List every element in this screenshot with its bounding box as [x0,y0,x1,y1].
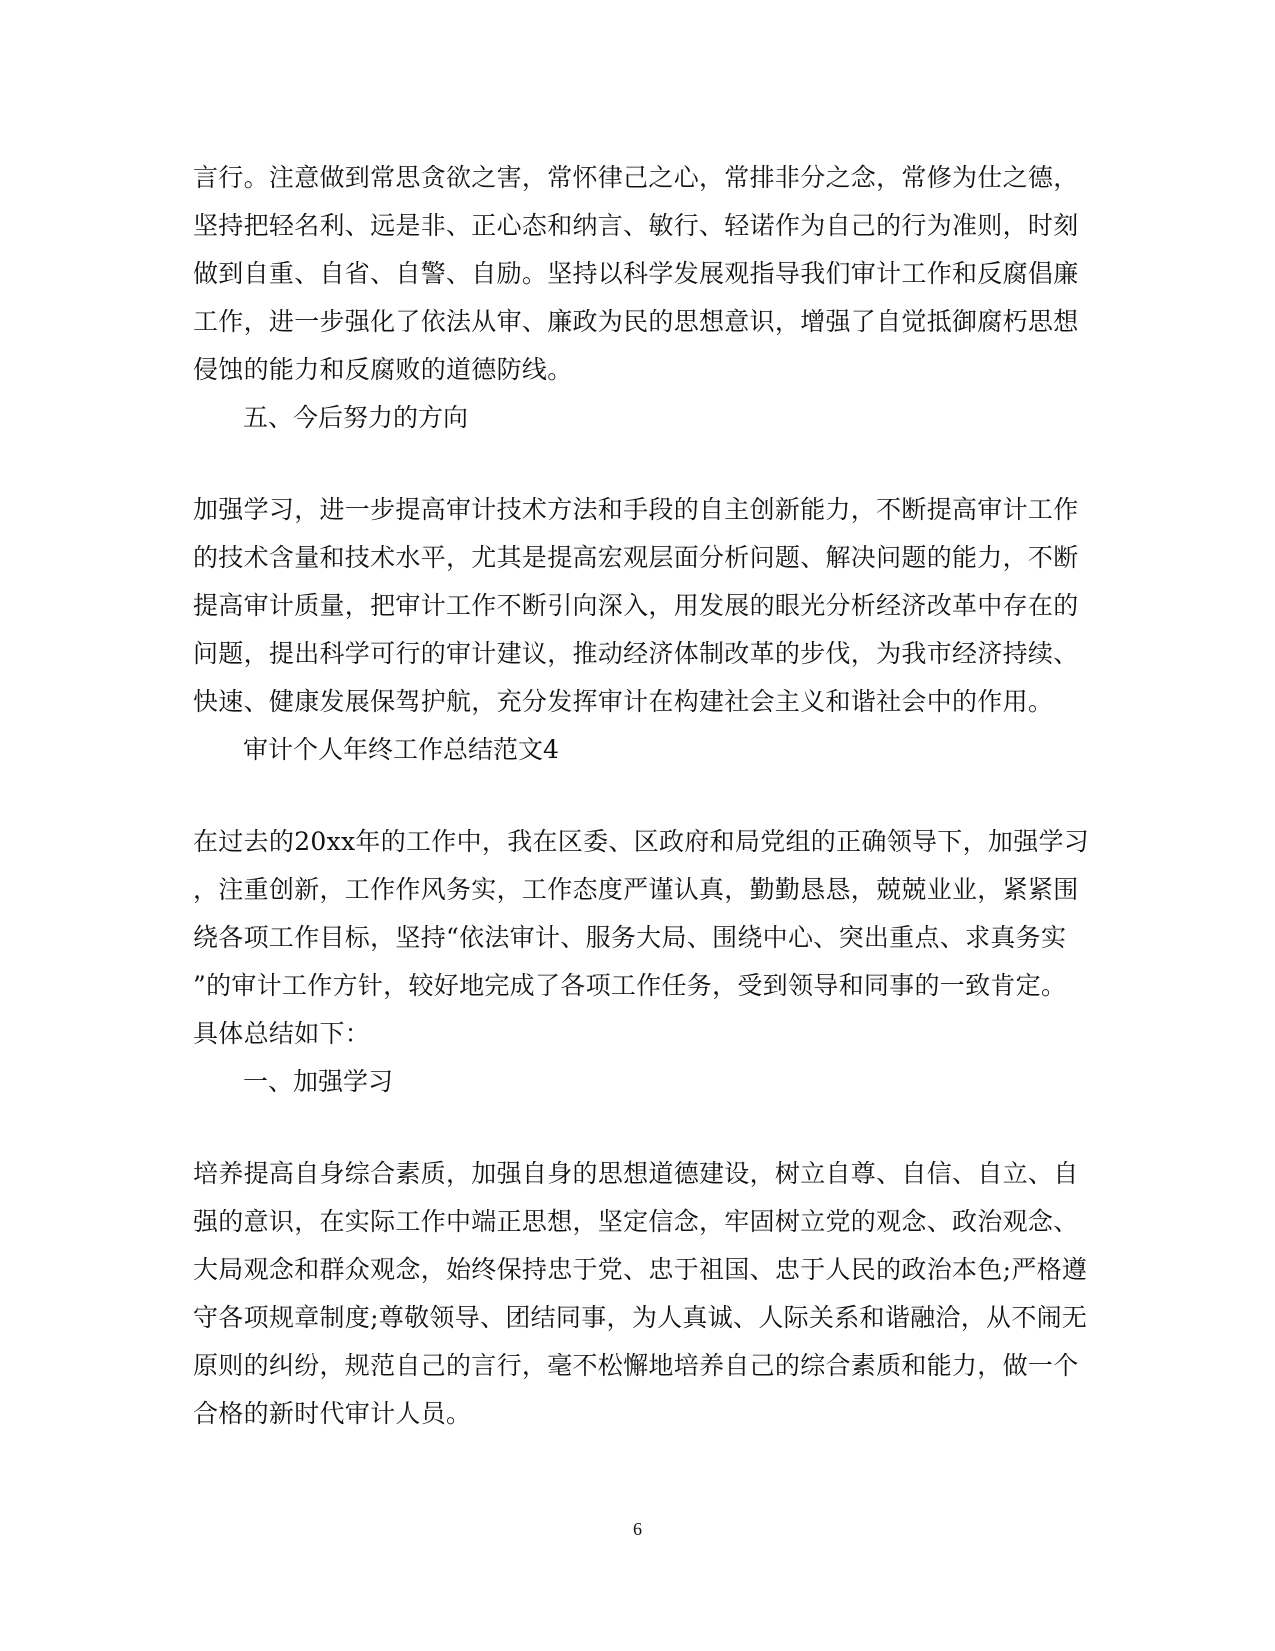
text-line: 原则的纠纷，规范自己的言行，毫不松懈地培养自己的综合素质和能力，做一个 [193,1351,1079,1380]
text-line: 具体总结如下： [193,1019,371,1048]
text-line: ”的审计工作方针，较好地完成了各项工作任务，受到领导和同事的一致肯定。 [193,971,1067,1000]
text-line: 绕各项工作目标，坚持“依法审计、服务大局、围绕中心、突出重点、求真务实 [193,923,1067,952]
paragraph-introduction [193,818,1090,1058]
text-line: 强的意识，在实际工作中端正思想，坚定信念，牢固树立党的观念、政治观念、 [193,1207,1079,1236]
paragraph-integrity [193,154,1085,394]
text-line: 加强学习，进一步提高审计技术方法和手段的自主创新能力，不断提高审计工作 [193,495,1079,524]
text-line: 守各项规章制度;尊敬领导、团结同事，为人真诚、人际关系和谐融洽，从不闹无 [193,1303,1088,1332]
paragraph-future-direction [193,486,1085,726]
text-line: 坚持把轻名利、远是非、正心态和纳言、敏行、轻诺作为自己的行为准则，时刻 [193,211,1079,240]
text-line: 合格的新时代审计人员。 [193,1399,472,1428]
text-line: 工作，进一步强化了依法从审、廉政为民的思想意识，增强了自觉抵御腐朽思想 [193,307,1079,336]
text-line: 培养提高自身综合素质，加强自身的思想道德建设，树立自尊、自信、自立、自 [193,1159,1079,1188]
heading-article-4: 审计个人年终工作总结范文4 [243,735,559,764]
text-line: 言行。注意做到常思贪欲之害，常怀律己之心，常排非分之念，常修为仕之德， [193,163,1079,192]
text-line: 提高审计质量，把审计工作不断引向深入，用发展的眼光分析经济改革中存在的 [193,591,1079,620]
page-number: 6 [633,1519,642,1539]
paragraph-learning [193,1150,1088,1438]
text-line: 的技术含量和技术水平，尤其是提高宏观层面分析问题、解决问题的能力，不断 [193,543,1079,572]
text-line: 做到自重、自省、自警、自励。坚持以科学发展观指导我们审计工作和反腐倡廉 [193,259,1079,288]
text-line: 快速、健康发展保驾护航，充分发挥审计在构建社会主义和谐社会中的作用。 [193,687,1054,716]
text-line: 在过去的20xx年的工作中，我在区委、区政府和局党组的正确领导下，加强学习 [193,827,1090,856]
heading-strengthen-learning: 一、加强学习 [243,1067,394,1096]
text-line: 侵蚀的能力和反腐败的道德防线。 [193,355,573,384]
text-line: 大局观念和群众观念，始终保持忠于党、忠于祖国、忠于人民的政治本色;严格遵 [193,1255,1088,1284]
heading-future-direction: 五、今后努力的方向 [243,403,469,432]
text-line: 问题，提出科学可行的审计建议，推动经济体制改革的步伐，为我市经济持续、 [193,639,1079,668]
text-line: ，注重创新，工作作风务实，工作态度严谨认真，勤勤恳恳，兢兢业业，紧紧围 [193,875,1079,904]
